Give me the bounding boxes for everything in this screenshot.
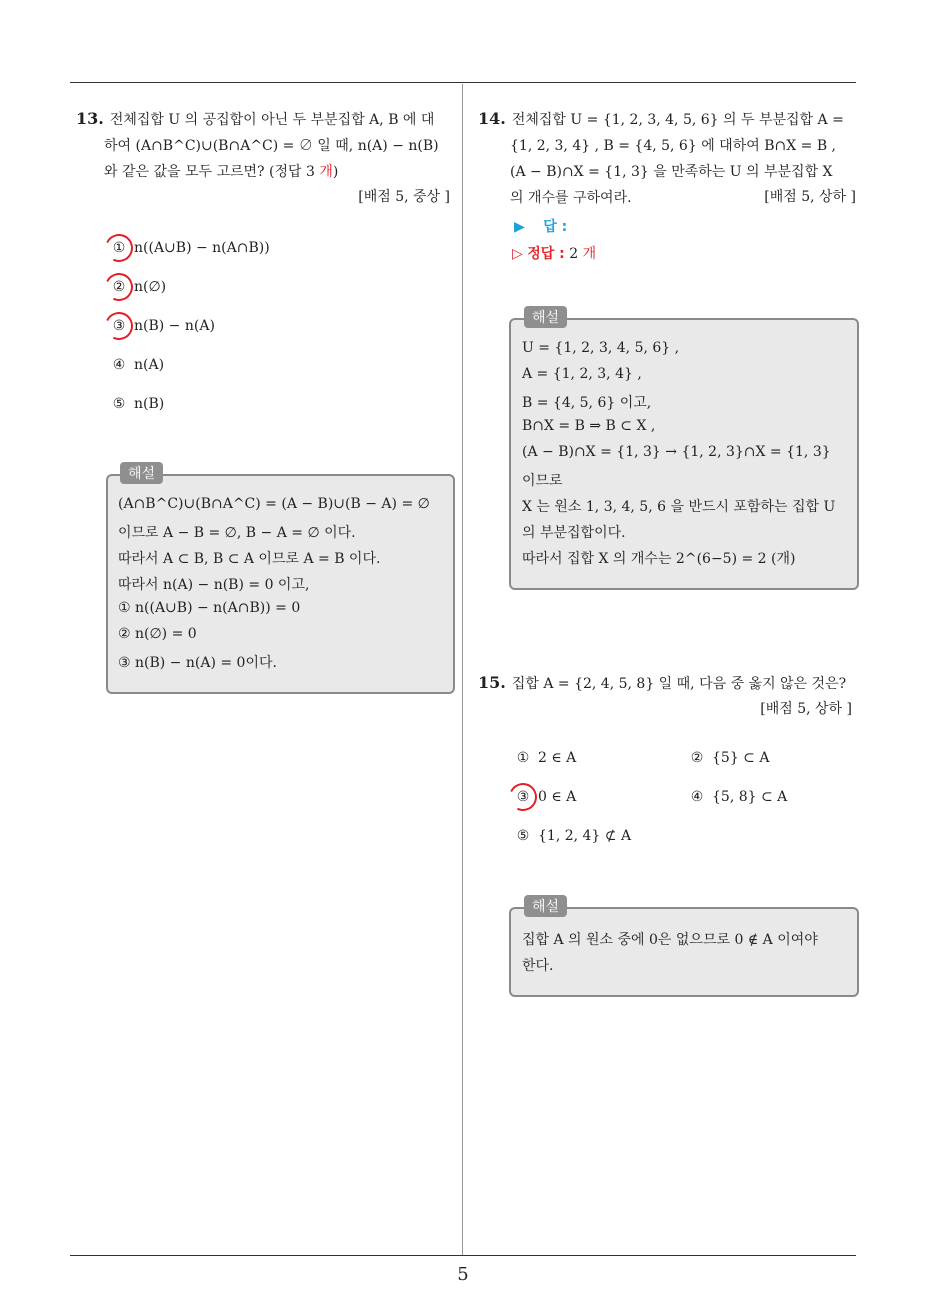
- q15-text1: 집합 A = {2, 4, 5, 8} 일 때, 다음 중 옳지 않은 것은?: [511, 676, 847, 692]
- q15-choice-5-num: ⑤: [516, 828, 530, 844]
- q13-choice-5[interactable]: [108, 393, 164, 415]
- q14-line4: 의 개수를 구하여라.: [510, 190, 632, 206]
- q14-exp-line-7: X 는 원소 1, 3, 4, 5, 6 을 반드시 포함하는 집합 U: [522, 499, 836, 515]
- q13-choice-3-num: ③: [108, 315, 130, 337]
- q15-choice-2-text: {5} ⊂ A: [712, 750, 770, 766]
- play-icon: ▶: [514, 219, 525, 235]
- q13-number: 13.: [76, 109, 104, 128]
- q15-choice-5-text: {1, 2, 4} ⊄ A: [538, 828, 632, 844]
- q13-stem: [76, 106, 456, 185]
- q14-answer-row: [514, 216, 567, 236]
- q13-text1: 전체집합 U 의 공집합이 아닌 두 부분집합 A, B 에 대: [109, 112, 435, 128]
- q15-explanation-box: [509, 907, 859, 997]
- q15-choice-1-text: 2 ∈ A: [538, 750, 577, 766]
- q14-line1: [478, 106, 863, 133]
- q14-correct-label: 정답 :: [527, 246, 565, 262]
- bottom-rule: [70, 1255, 856, 1256]
- q13-choice-5-text: n(B): [134, 396, 165, 412]
- q13-line3-pre: 와 같은 값을 모두 고르면? (정답 3: [104, 164, 320, 180]
- q13-line3-red: 개: [319, 164, 333, 180]
- q15-choice-4-num: ④: [690, 789, 704, 805]
- q13-line1: [76, 106, 456, 133]
- q13-line2: 하여 (A∩B^C)∪(B∩A^C) = ∅ 일 때, n(A) − n(B): [104, 138, 439, 154]
- q13-choice-2[interactable]: [108, 276, 166, 298]
- q13-exp-line-3: 따라서 A ⊂ B, B ⊂ A 이므로 A = B 이다.: [118, 551, 381, 567]
- q13-choice-3-text: n(B) − n(A): [134, 318, 215, 334]
- q14-exp-line-3: B = {4, 5, 6} 이고,: [522, 395, 652, 411]
- q14-correct-value: 2: [569, 246, 583, 262]
- q15-number: 15.: [478, 673, 506, 692]
- q15-choice-5[interactable]: [512, 825, 631, 847]
- page-number: 5: [457, 1264, 469, 1285]
- q13-exp-line-7: ③ n(B) − n(A) = 0이다.: [118, 655, 277, 671]
- q15-exp-line-2: 한다.: [522, 958, 554, 974]
- q14-answer-label: 답 :: [543, 219, 568, 235]
- q13-exp-line-2: 이므로 A − B = ∅, B − A = ∅ 이다.: [118, 525, 356, 541]
- q14-exp-line-8: 의 부분집합이다.: [522, 525, 626, 541]
- q14-explanation-tag: 해설: [524, 306, 567, 328]
- q13-exp-line-4: 따라서 n(A) − n(B) = 0 이고,: [118, 577, 310, 593]
- q14-correct-unit: 개: [582, 246, 597, 262]
- q14-number: 14.: [478, 109, 506, 128]
- q13-explanation-tag: 해설: [120, 462, 163, 484]
- q15-choice-3-num: ③: [512, 786, 534, 808]
- q13-choice-4-num: ④: [112, 357, 126, 373]
- q13-choice-1[interactable]: [108, 237, 270, 259]
- q13-choice-1-num: ①: [108, 237, 130, 259]
- q15-choice-1-num: ①: [516, 750, 530, 766]
- q15-exp-line-1: 집합 A 의 원소 중에 0은 없으므로 0 ∉ A 이여야: [522, 932, 818, 948]
- q15-choice-4[interactable]: [686, 786, 787, 808]
- q14-meta: [배점 5, 상하 ]: [764, 189, 856, 205]
- q14-line3: (A − B)∩X = {1, 3} 을 만족하는 U 의 부분집합 X: [510, 164, 833, 180]
- q13-choice-4-text: n(A): [134, 357, 165, 373]
- outline-play-icon: ▷: [512, 246, 523, 262]
- q14-exp-line-2: A = {1, 2, 3, 4} ,: [522, 366, 642, 382]
- top-rule: [70, 82, 856, 83]
- q15-choice-2[interactable]: [686, 747, 769, 769]
- q13-exp-line-6: ② n(∅) = 0: [118, 626, 197, 642]
- q13-line3-post: ): [332, 164, 339, 180]
- q15-choice-4-text: {5, 8} ⊂ A: [712, 789, 788, 805]
- q15-choice-2-num: ②: [690, 750, 704, 766]
- q15-meta: [배점 5, 상하 ]: [760, 701, 852, 717]
- q13-choice-5-num: ⑤: [112, 396, 126, 412]
- q13-meta: [배점 5, 중상 ]: [358, 189, 450, 205]
- q14-exp-line-1: U = {1, 2, 3, 4, 5, 6} ,: [522, 340, 680, 356]
- q14-correct-row: [512, 243, 596, 263]
- q15-explanation-tag: 해설: [524, 895, 567, 917]
- q13-exp-line-5: ① n((A∪B) − n(A∩B)) = 0: [118, 600, 301, 616]
- q15-choice-3[interactable]: [512, 786, 576, 808]
- q14-exp-line-5: (A − B)∩X = {1, 3} → {1, 2, 3}∩X = {1, 3}: [522, 444, 831, 460]
- q13-exp-line-1: (A∩B^C)∪(B∩A^C) = (A − B)∪(B − A) = ∅: [118, 496, 430, 512]
- q15-choice-1[interactable]: [512, 747, 576, 769]
- q13-choice-2-num: ②: [108, 276, 130, 298]
- q13-choice-4[interactable]: [108, 354, 164, 376]
- q13-choice-1-text: n((A∪B) − n(A∩B)): [134, 240, 270, 256]
- q15-choice-3-text: 0 ∈ A: [538, 789, 577, 805]
- column-divider: [462, 84, 463, 1256]
- q14-exp-line-4: B∩X = B ⇒ B ⊂ X ,: [522, 418, 656, 434]
- q14-exp-line-6: 이므로: [522, 473, 563, 489]
- q14-line2: {1, 2, 3, 4} , B = {4, 5, 6} 에 대하여 B∩X = B ,: [510, 138, 837, 154]
- q15-line1: [478, 670, 863, 697]
- q13-choice-3[interactable]: [108, 315, 215, 337]
- q13-choice-2-text: n(∅): [134, 279, 167, 295]
- q14-text1: 전체집합 U = {1, 2, 3, 4, 5, 6} 의 두 부분집합 A =: [511, 112, 844, 128]
- q14-exp-line-9: 따라서 집합 X 의 개수는 2^(6−5) = 2 (개): [522, 551, 796, 567]
- q15-stem: [478, 670, 863, 697]
- q13-line3: [76, 159, 456, 185]
